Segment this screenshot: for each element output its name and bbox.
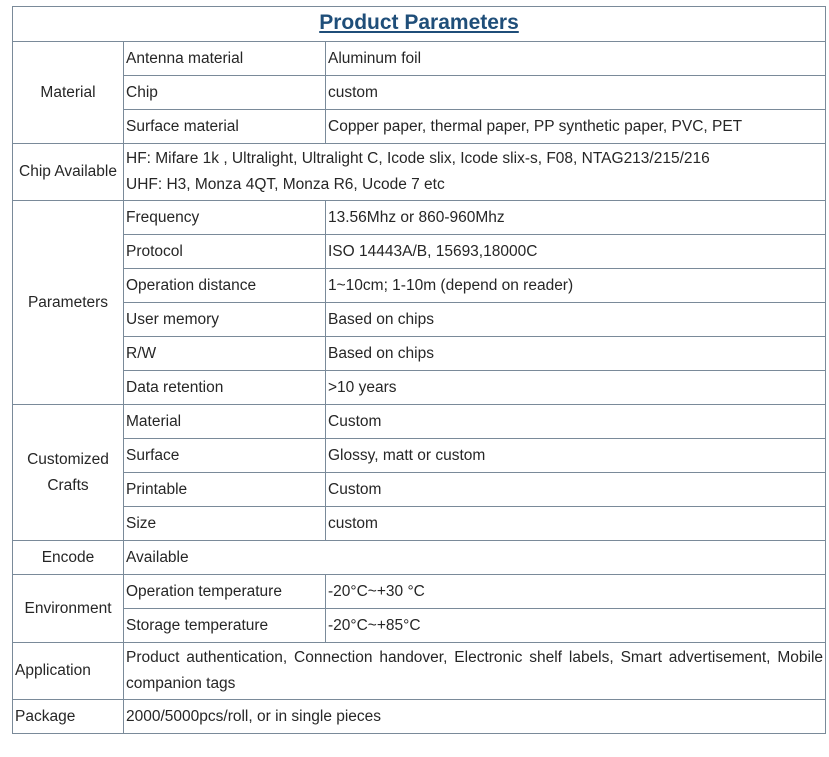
table-row bbox=[13, 473, 826, 507]
table-row bbox=[13, 201, 826, 235]
param-value: custom bbox=[326, 507, 826, 541]
table-row bbox=[13, 541, 826, 575]
table-row bbox=[13, 700, 826, 734]
param-value: -20°C~+30 °C bbox=[326, 575, 826, 609]
param-name: Storage temperature bbox=[124, 609, 326, 643]
param-name: Surface bbox=[124, 439, 326, 473]
table-row bbox=[13, 609, 826, 643]
param-value: custom bbox=[326, 76, 826, 110]
chip-list bbox=[124, 144, 826, 201]
table-row bbox=[13, 303, 826, 337]
param-name: R/W bbox=[124, 337, 326, 371]
table-row bbox=[13, 76, 826, 110]
param-value: 1~10cm; 1-10m (depend on reader) bbox=[326, 269, 826, 303]
param-value: Based on chips bbox=[326, 337, 826, 371]
table-row bbox=[13, 507, 826, 541]
param-value: Available bbox=[124, 541, 826, 575]
table-row bbox=[13, 337, 826, 371]
category-environment: Environment bbox=[13, 575, 124, 643]
package-value: 2000/5000pcs/roll, or in single pieces bbox=[124, 700, 826, 734]
table-row bbox=[13, 42, 826, 76]
application-value: Product authentication, Connection handover, Electronic shelf labels, Smart advertisement, Mobile companion tags bbox=[124, 643, 826, 700]
param-name: Data retention bbox=[124, 371, 326, 405]
param-name: Printable bbox=[124, 473, 326, 507]
param-name: Frequency bbox=[124, 201, 326, 235]
param-value: 13.56Mhz or 860-960Mhz bbox=[326, 201, 826, 235]
param-value: Custom bbox=[326, 405, 826, 439]
category-label-line: Customized bbox=[27, 450, 109, 468]
category-package: Package bbox=[13, 700, 124, 734]
category-label-line: Crafts bbox=[47, 476, 89, 494]
param-name: Material bbox=[124, 405, 326, 439]
category-customized-crafts bbox=[13, 405, 124, 541]
param-name: Operation temperature bbox=[124, 575, 326, 609]
param-name: Operation distance bbox=[124, 269, 326, 303]
param-name: Antenna material bbox=[124, 42, 326, 76]
param-value: Custom bbox=[326, 473, 826, 507]
param-value: ISO 14443A/B, 15693,18000C bbox=[326, 235, 826, 269]
param-name: User memory bbox=[124, 303, 326, 337]
category-chip-available: Chip Available bbox=[13, 144, 124, 201]
table-row bbox=[13, 144, 826, 201]
table-row bbox=[13, 235, 826, 269]
table-row bbox=[13, 575, 826, 609]
param-name: Protocol bbox=[124, 235, 326, 269]
category-application: Application bbox=[13, 643, 124, 700]
param-value: -20°C~+85°C bbox=[326, 609, 826, 643]
param-value: >10 years bbox=[326, 371, 826, 405]
parameters-table bbox=[12, 6, 826, 734]
table-row bbox=[13, 371, 826, 405]
title-row bbox=[13, 7, 826, 42]
param-name: Surface material bbox=[124, 110, 326, 144]
product-parameters-sheet bbox=[12, 6, 825, 734]
page-title: Product Parameters bbox=[319, 11, 519, 34]
category-material: Material bbox=[13, 42, 124, 144]
chip-list-uhf: UHF: H3, Monza 4QT, Monza R6, Ucode 7 etc bbox=[126, 176, 445, 193]
param-value: Glossy, matt or custom bbox=[326, 439, 826, 473]
category-parameters: Parameters bbox=[13, 201, 124, 405]
param-value: Based on chips bbox=[326, 303, 826, 337]
chip-list-hf: HF: Mifare 1k , Ultralight, Ultralight C, Icode slix, Icode slix-s, F08, NTAG213/215/216 bbox=[126, 150, 710, 167]
table-row bbox=[13, 269, 826, 303]
param-value: Copper paper, thermal paper, PP synthetic paper, PVC, PET bbox=[326, 110, 826, 144]
table-row bbox=[13, 439, 826, 473]
table-row bbox=[13, 643, 826, 700]
category-encode: Encode bbox=[13, 541, 124, 575]
param-name: Chip bbox=[124, 76, 326, 110]
param-name: Size bbox=[124, 507, 326, 541]
title-cell bbox=[13, 7, 826, 42]
table-row bbox=[13, 110, 826, 144]
table-row bbox=[13, 405, 826, 439]
param-value: Aluminum foil bbox=[326, 42, 826, 76]
